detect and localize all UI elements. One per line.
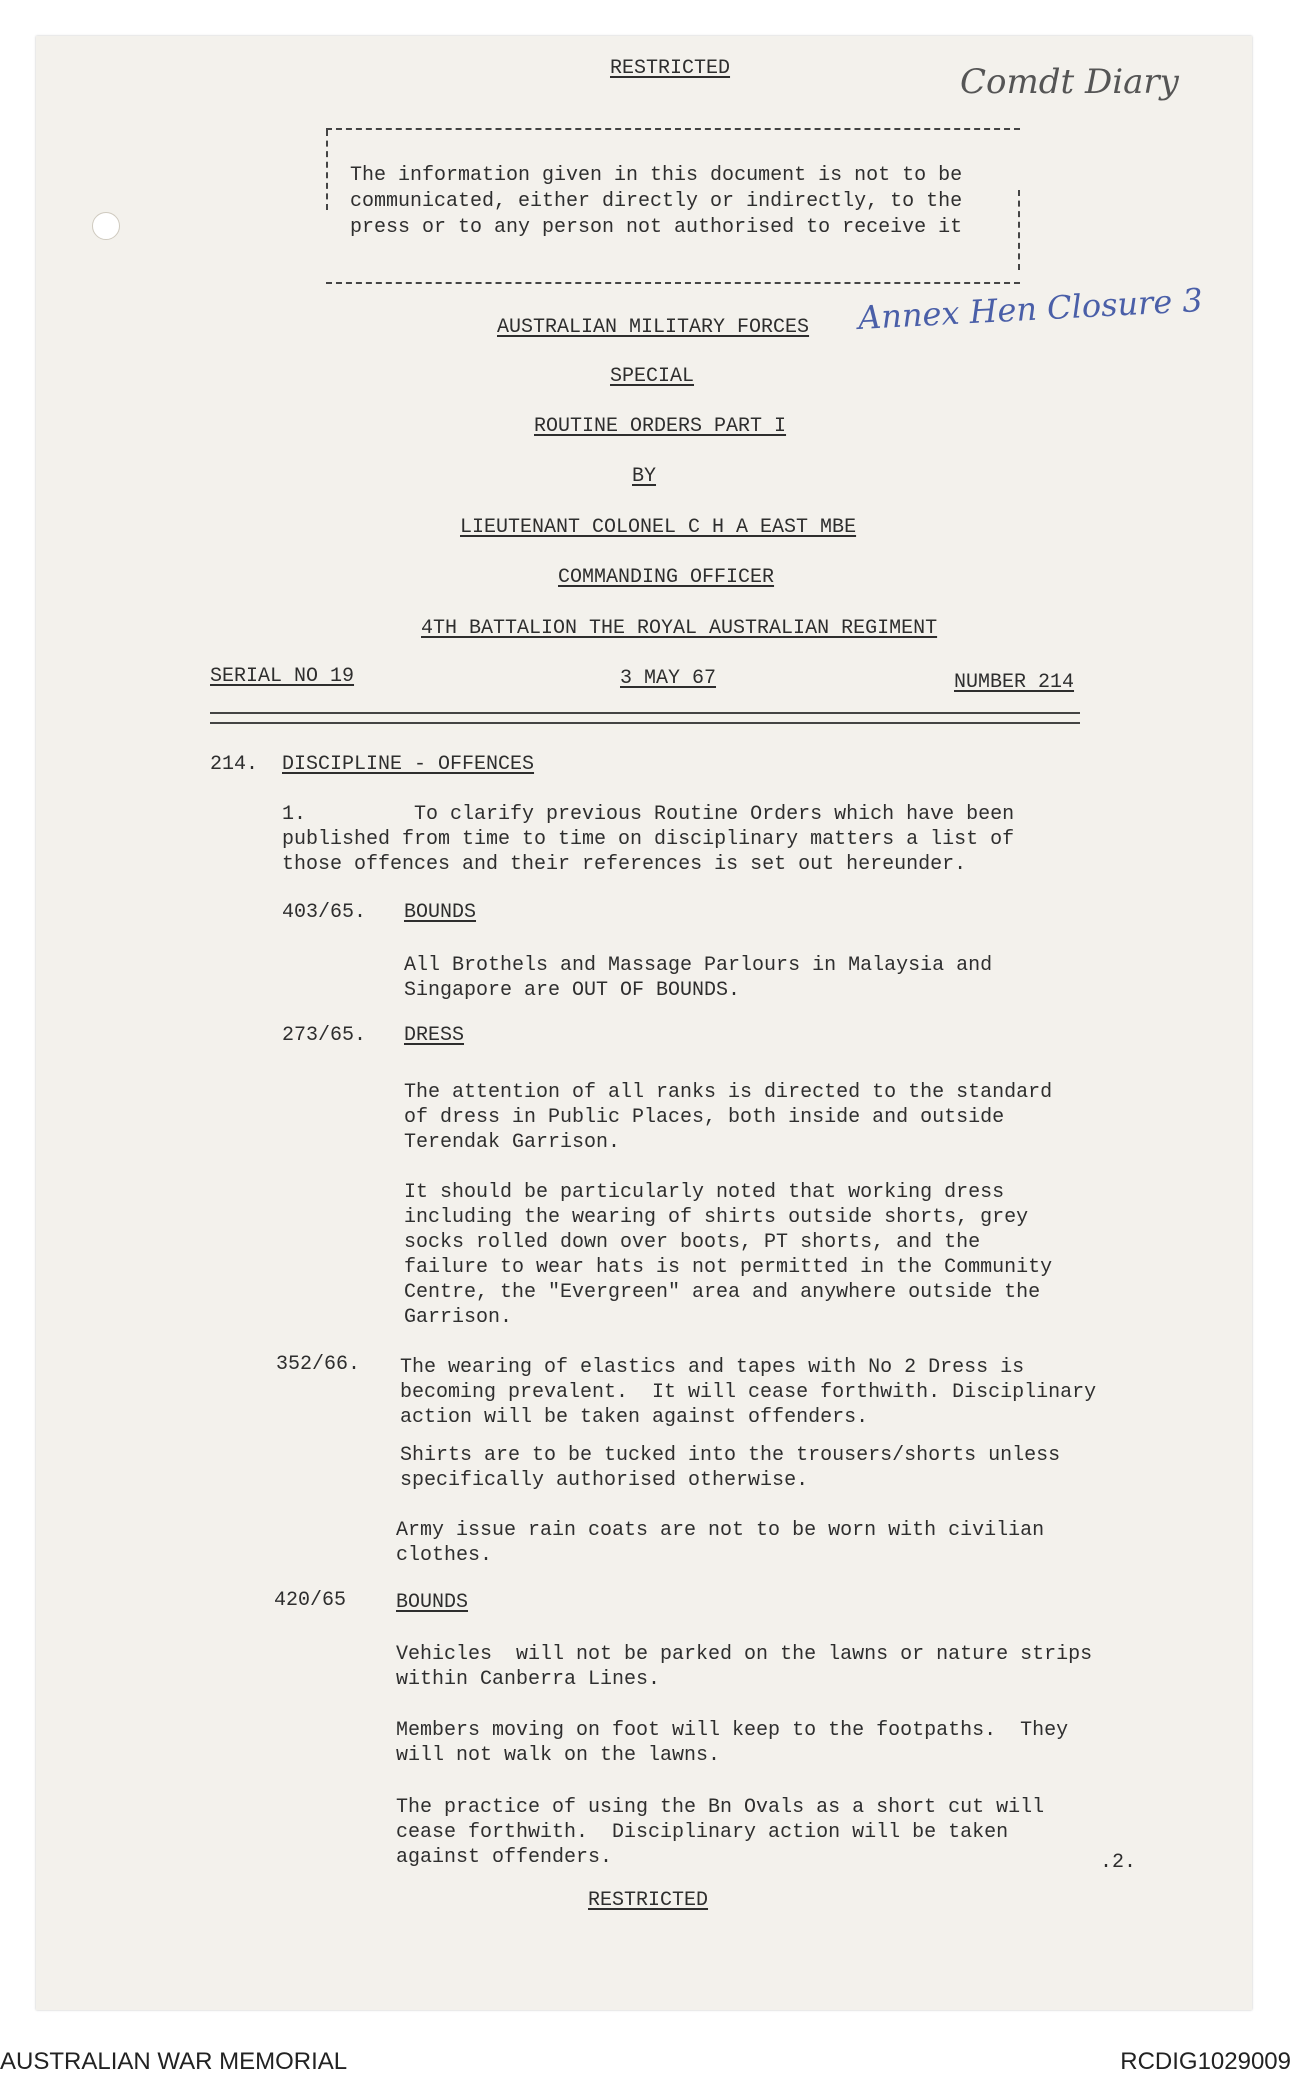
- caveat-line-2: communicated, either directly or indirectly, to the: [350, 190, 963, 213]
- ref-273-65: 273/65.: [282, 1024, 367, 1047]
- section-number: 214.: [210, 753, 259, 776]
- ref-403-65: 403/65.: [282, 901, 367, 924]
- dress-p1-line-3: Terendak Garrison.: [404, 1131, 621, 1154]
- ref-420-65: 420/65: [274, 1589, 347, 1612]
- heading-bounds-1: BOUNDS: [404, 901, 477, 924]
- bounds-2-p2-line-1: Members moving on foot will keep to the footpaths. They: [396, 1719, 1069, 1742]
- footer-id: RCDIG1029009: [1120, 2048, 1291, 2075]
- classification-top: RESTRICTED: [610, 57, 731, 80]
- bounds-1-line-1: All Brothels and Massage Parlours in Malaysia and: [404, 954, 993, 977]
- title-line-4: BY: [632, 465, 657, 488]
- dress-p1-line-2: of dress in Public Places, both inside and outside: [404, 1106, 1005, 1129]
- heading-bounds-2: BOUNDS: [396, 1591, 469, 1614]
- section-title: DISCIPLINE - OFFENCES: [282, 753, 535, 776]
- caveat-line-1: The information given in this document is not to be: [350, 164, 963, 187]
- elastics-p2-line-2: specifically authorised otherwise.: [400, 1469, 809, 1492]
- title-line-3: ROUTINE ORDERS PART I: [534, 415, 787, 438]
- order-number: NUMBER 214: [954, 671, 1075, 694]
- title-line-5: LIEUTENANT COLONEL C H A EAST MBE: [460, 516, 857, 539]
- page-continuation: .2.: [1100, 1851, 1137, 1874]
- dress-p2-line-1: It should be particularly noted that working dress: [404, 1181, 1005, 1204]
- intro-line-1: 1. To clarify previous Routine Orders which have been: [282, 803, 1015, 826]
- dress-p2-line-2: including the wearing of shirts outside shorts, grey: [404, 1206, 1029, 1229]
- elastics-p3-line-2: clothes.: [396, 1544, 493, 1567]
- bounds-2-p3-line-3: against offenders.: [396, 1846, 613, 1869]
- bounds-1-line-2: Singapore are OUT OF BOUNDS.: [404, 979, 741, 1002]
- bounds-2-p1-line-1: Vehicles will not be parked on the lawns or nature strips: [396, 1643, 1093, 1666]
- classification-bottom: RESTRICTED: [588, 1889, 709, 1912]
- serial-number: SERIAL NO 19: [210, 665, 355, 688]
- elastics-p1-line-3: action will be taken against offenders.: [400, 1406, 869, 1429]
- bounds-2-p1-line-2: within Canberra Lines.: [396, 1668, 661, 1691]
- intro-line-3: those offences and their references is set out hereunder.: [282, 853, 967, 876]
- double-rule: [210, 712, 1080, 724]
- dress-p1-line-1: The attention of all ranks is directed to the standard: [404, 1081, 1053, 1104]
- title-line-1: AUSTRALIAN MILITARY FORCES: [497, 316, 810, 339]
- handwritten-annex-note: Annex Hen Closure 3: [857, 281, 1204, 337]
- dress-p2-line-3: socks rolled down over boots, PT shorts, and the: [404, 1231, 981, 1254]
- order-date: 3 MAY 67: [620, 667, 717, 690]
- title-line-6: COMMANDING OFFICER: [558, 566, 775, 589]
- ref-352-66: 352/66.: [276, 1353, 361, 1376]
- dress-p2-line-4: failure to wear hats is not permitted in the Community: [404, 1256, 1053, 1279]
- elastics-p2-line-1: Shirts are to be tucked into the trousers/shorts unless: [400, 1444, 1061, 1467]
- elastics-p3-line-1: Army issue rain coats are not to be worn with civilian: [396, 1519, 1045, 1542]
- punch-hole: [92, 212, 120, 240]
- dress-p2-line-5: Centre, the "Evergreen" area and anywhere outside the: [404, 1281, 1041, 1304]
- caveat-line-3: press or to any person not authorised to receive it: [350, 216, 963, 239]
- footer-source: AUSTRALIAN WAR MEMORIAL: [0, 2048, 348, 2075]
- bounds-2-p3-line-2: cease forthwith. Disciplinary action will be taken: [396, 1821, 1009, 1844]
- elastics-p1-line-2: becoming prevalent. It will cease forthwith. Disciplinary: [400, 1381, 1097, 1404]
- intro-line-2: published from time to time on disciplinary matters a list of: [282, 828, 1015, 851]
- elastics-p1-line-1: The wearing of elastics and tapes with No 2 Dress is: [400, 1356, 1025, 1379]
- dress-p2-line-6: Garrison.: [404, 1306, 513, 1329]
- bounds-2-p3-line-1: The practice of using the Bn Ovals as a short cut will: [396, 1796, 1045, 1819]
- bounds-2-p2-line-2: will not walk on the lawns.: [396, 1744, 721, 1767]
- heading-dress: DRESS: [404, 1024, 465, 1047]
- handwritten-note-top: Comdt Diary: [960, 62, 1179, 102]
- title-line-7: 4TH BATTALION THE ROYAL AUSTRALIAN REGIMENT: [421, 617, 938, 640]
- title-line-2: SPECIAL: [610, 365, 695, 388]
